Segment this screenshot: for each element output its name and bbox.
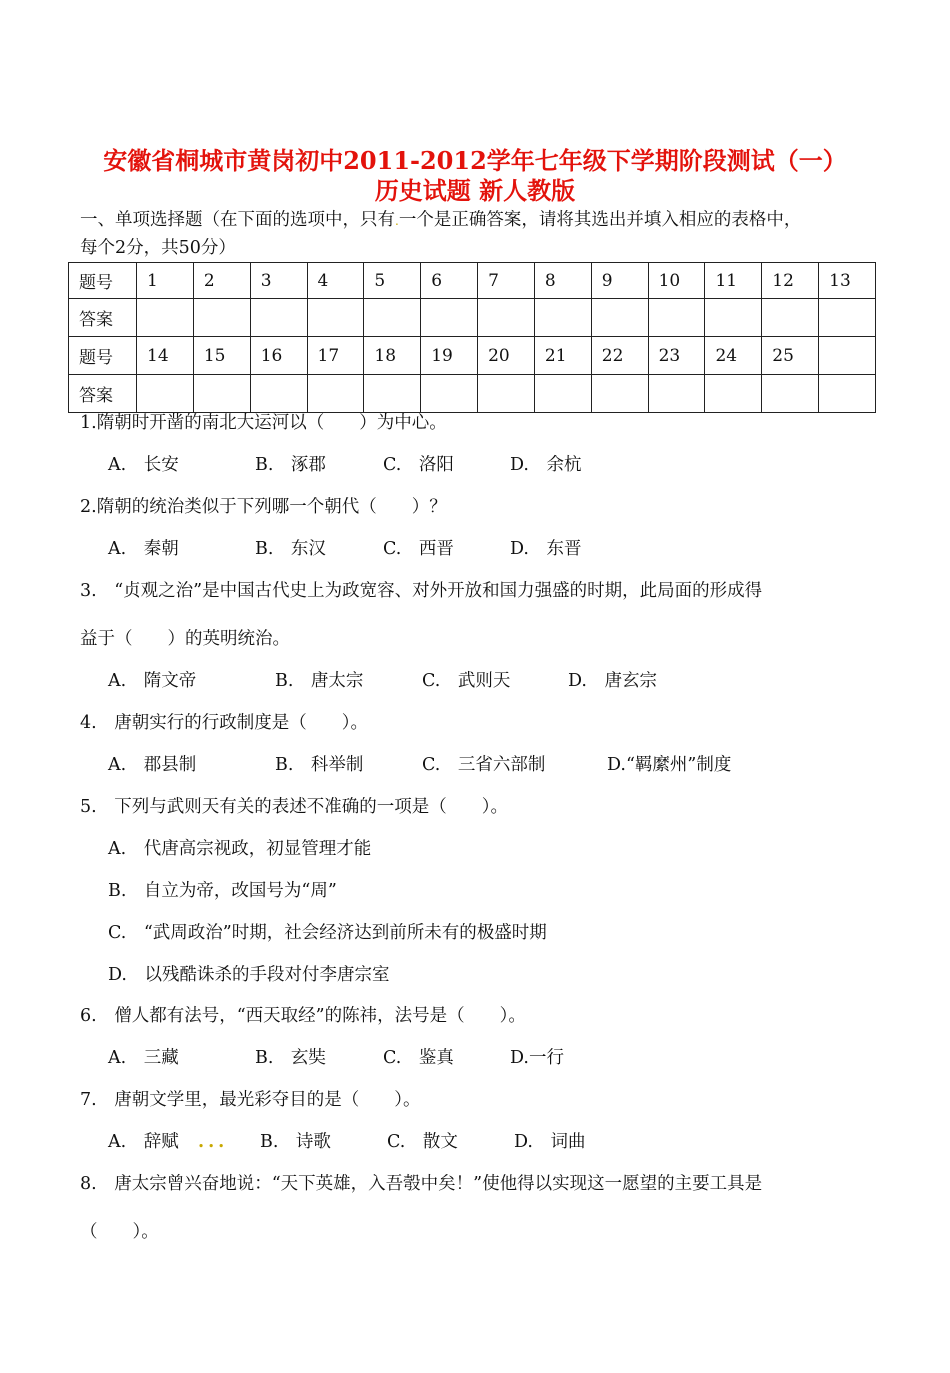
question-7-stem: 7. 唐朝文学里，最光彩夺目的是（ ）。 <box>80 1090 421 1110</box>
section-heading-part2: 一个是正确答案，请将其选出并填入相应的表格中， <box>398 210 802 230</box>
table-cell: 18 <box>364 337 421 375</box>
q1-option-c: C. 洛阳 <box>383 455 454 475</box>
question-8-stem-cont: （ ）。 <box>80 1222 159 1242</box>
answer-cell[interactable] <box>478 299 535 337</box>
q7-option-d: D. 词曲 <box>514 1132 586 1152</box>
table-cell <box>819 337 876 375</box>
table-cell: 25 <box>762 337 819 375</box>
answer-cell[interactable] <box>762 299 819 337</box>
answer-cell[interactable] <box>705 375 762 413</box>
question-8-stem: 8. 唐太宗曾兴奋地说：“天下英雄，入吾彀中矣！”使他得以实现这一愿望的主要工具是 <box>80 1174 763 1194</box>
label-number: 题号 <box>69 263 137 299</box>
q5-option-d: D. 以残酷诛杀的手段对付李唐宗室 <box>108 965 390 985</box>
q5-option-c: C. “武周政治”时期，社会经济达到前所未有的极盛时期 <box>108 923 547 943</box>
question-6-stem: 6. 僧人都有法号，“西天取经”的陈祎，法号是（ ）。 <box>80 1006 526 1026</box>
table-cell: 21 <box>534 337 591 375</box>
answer-cell[interactable] <box>705 299 762 337</box>
question-4-stem: 4. 唐朝实行的行政制度是（ ）。 <box>80 713 368 733</box>
q4-option-d: D.“羁縻州”制度 <box>607 755 732 775</box>
answer-cell[interactable] <box>648 375 705 413</box>
q6-option-c: C. 鉴真 <box>383 1048 454 1068</box>
answer-cell[interactable] <box>193 299 250 337</box>
answer-table <box>68 262 876 413</box>
table-cell: 24 <box>705 337 762 375</box>
table-cell: 10 <box>648 263 705 299</box>
q7-option-a: A. 辞赋 <box>108 1132 179 1152</box>
section-heading <box>80 208 801 233</box>
table-cell: 16 <box>250 337 307 375</box>
table-cell: 7 <box>478 263 535 299</box>
q6-option-a: A. 三藏 <box>108 1048 179 1068</box>
q1-option-b: B. 涿郡 <box>255 455 326 475</box>
table-row-answers-1 <box>69 299 876 337</box>
table-cell: 9 <box>591 263 648 299</box>
emphasis-dot: . <box>395 214 399 228</box>
emphasis-dots: ... <box>198 1132 229 1152</box>
section-heading-part1: 一、单项选择题（在下面的选项中，只有 <box>80 210 395 230</box>
answer-cell[interactable] <box>421 375 478 413</box>
table-row-numbers-1 <box>69 263 876 299</box>
table-cell: 23 <box>648 337 705 375</box>
label-answer: 答案 <box>69 299 137 337</box>
answer-cell[interactable] <box>137 375 194 413</box>
question-2-stem: 2.隋朝的统治类似于下列哪一个朝代（ ）？ <box>80 497 447 517</box>
q4-option-b: B. 科举制 <box>275 755 364 775</box>
table-cell: 1 <box>137 263 194 299</box>
q2-option-d: D. 东晋 <box>510 539 582 559</box>
exam-title-line1: 安徽省桐城市黄岗初中2011-2012学年七年级下学期阶段测试（一） <box>103 146 847 175</box>
answer-cell[interactable] <box>307 299 364 337</box>
q1-option-d: D. 余杭 <box>510 455 582 475</box>
answer-cell[interactable] <box>137 299 194 337</box>
table-cell: 3 <box>250 263 307 299</box>
q2-option-b: B. 东汉 <box>255 539 326 559</box>
q3-option-d: D. 唐玄宗 <box>568 671 657 691</box>
table-cell: 5 <box>364 263 421 299</box>
section-heading-line2: 每个2分，共50分） <box>80 238 236 258</box>
answer-cell[interactable] <box>591 375 648 413</box>
q2-option-a: A. 秦朝 <box>108 539 179 559</box>
answer-cell[interactable] <box>193 375 250 413</box>
table-cell: 8 <box>534 263 591 299</box>
table-cell: 13 <box>819 263 876 299</box>
table-cell: 4 <box>307 263 364 299</box>
table-cell: 2 <box>193 263 250 299</box>
answer-cell[interactable] <box>307 375 364 413</box>
q7-option-b: B. 诗歌 <box>260 1132 331 1152</box>
question-1-stem: 1.隋朝时开凿的南北大运河以（ ）为中心。 <box>80 413 447 433</box>
answer-cell[interactable] <box>591 299 648 337</box>
table-cell: 11 <box>705 263 762 299</box>
answer-cell[interactable] <box>819 299 876 337</box>
table-cell: 6 <box>421 263 478 299</box>
q3-option-c: C. 武则天 <box>422 671 511 691</box>
answer-cell[interactable] <box>762 375 819 413</box>
answer-cell[interactable] <box>421 299 478 337</box>
answer-cell[interactable] <box>250 375 307 413</box>
exam-title-line2: 历史试题 新人教版 <box>374 176 576 205</box>
q3-option-a: A. 隋文帝 <box>108 671 197 691</box>
label-answer: 答案 <box>69 375 137 413</box>
table-cell: 12 <box>762 263 819 299</box>
question-5-stem: 5. 下列与武则天有关的表述不准确的一项是（ ）。 <box>80 797 508 817</box>
answer-cell[interactable] <box>364 375 421 413</box>
q5-option-b: B. 自立为帝，改国号为“周” <box>108 881 337 901</box>
table-cell: 19 <box>421 337 478 375</box>
table-cell: 22 <box>591 337 648 375</box>
question-3-stem: 3. “贞观之治”是中国古代史上为政宽容、对外开放和国力强盛的时期，此局面的形成得 <box>80 581 763 601</box>
q2-option-c: C. 西晋 <box>383 539 454 559</box>
table-row-numbers-2 <box>69 337 876 375</box>
answer-cell[interactable] <box>534 299 591 337</box>
q6-option-d: D.一行 <box>510 1048 564 1068</box>
q3-option-b: B. 唐太宗 <box>275 671 364 691</box>
q6-option-b: B. 玄奘 <box>255 1048 326 1068</box>
q7-option-c: C. 散文 <box>387 1132 458 1152</box>
answer-cell[interactable] <box>534 375 591 413</box>
table-cell: 20 <box>478 337 535 375</box>
table-cell: 15 <box>193 337 250 375</box>
table-cell: 14 <box>137 337 194 375</box>
q4-option-c: C. 三省六部制 <box>422 755 546 775</box>
table-cell: 17 <box>307 337 364 375</box>
q4-option-a: A. 郡县制 <box>108 755 197 775</box>
answer-cell[interactable] <box>478 375 535 413</box>
answer-cell[interactable] <box>819 375 876 413</box>
answer-cell[interactable] <box>250 299 307 337</box>
label-number: 题号 <box>69 337 137 375</box>
answer-cell[interactable] <box>364 299 421 337</box>
q5-option-a: A. 代唐高宗视政，初显管理才能 <box>108 839 372 859</box>
answer-cell[interactable] <box>648 299 705 337</box>
table-row-answers-2 <box>69 375 876 413</box>
question-3-stem-cont: 益于（ ）的英明统治。 <box>80 629 290 649</box>
q1-option-a: A. 长安 <box>108 455 179 475</box>
